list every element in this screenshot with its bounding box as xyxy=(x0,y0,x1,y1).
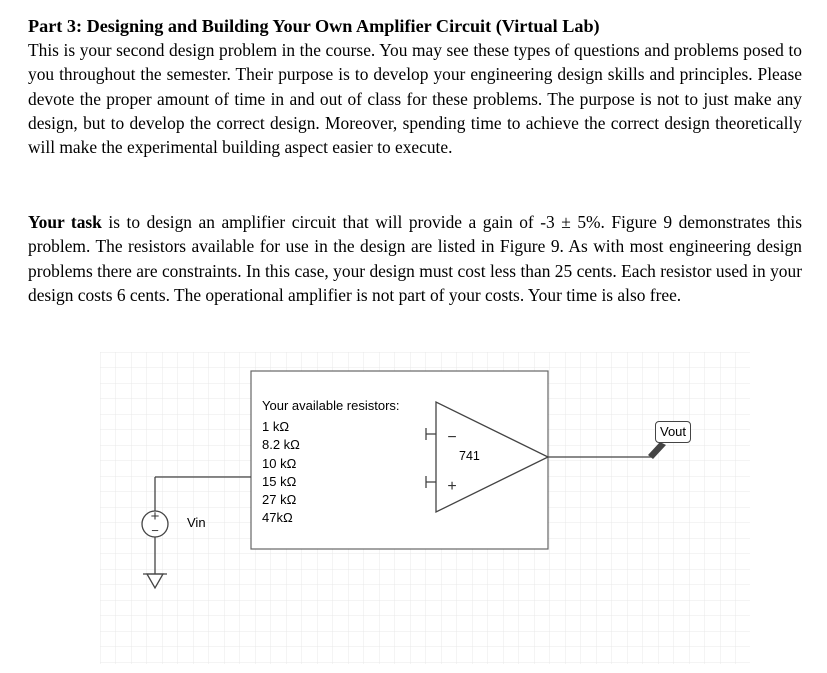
section-heading: Part 3: Designing and Building Your Own Amplifier Circuit (Virtual Lab) xyxy=(28,16,600,36)
circuit-figure xyxy=(100,352,750,664)
source-plus-sign: + xyxy=(150,508,160,525)
opamp-minus-sign: − xyxy=(447,429,457,446)
resistor-item: 27 kΩ xyxy=(262,492,297,508)
resistor-list-title: Your available resistors: xyxy=(262,398,400,413)
vout-label: Vout xyxy=(655,421,691,443)
task-body: is to design an amplifier circuit that will provide a gain of -3 ± 5%. Figure 9 demonstrates this problem. The resistors available for use in the design are listed in Figure 9. As with most engineering design problems there are constraints. In this case, your design must cost less than 25 cents. Each resistor used in your design costs 6 cents. The operational amplifier is not part of your costs. Your time is also free. xyxy=(28,212,802,305)
task-lead: Your task xyxy=(28,212,102,232)
resistor-item: 8.2 kΩ xyxy=(262,437,300,453)
circuit-schematic xyxy=(100,352,750,664)
resistor-item: 15 kΩ xyxy=(262,473,297,489)
task-paragraph xyxy=(28,210,802,307)
vin-label: Vin xyxy=(187,515,206,530)
resistor-item: 10 kΩ xyxy=(262,455,297,471)
resistor-list xyxy=(262,418,300,528)
intro-paragraph: This is your second design problem in the course. You may see these types of questions and problems posed to you throughout the semester. Their purpose is to develop your engineering design skills and principles. Please devote the proper amount of time in and out of class for these problems. The purpose is not to just make any design, but to develop the correct design. Moreover, spending time to achieve the correct design theoretically will make the experimental building aspect easier to execute. xyxy=(28,40,802,158)
opamp-label: 741 xyxy=(459,449,480,463)
resistor-item: 47kΩ xyxy=(262,510,293,526)
source-minus-sign: − xyxy=(151,523,159,538)
resistor-item: 1 kΩ xyxy=(262,419,290,434)
opamp-plus-sign: + xyxy=(447,478,457,495)
